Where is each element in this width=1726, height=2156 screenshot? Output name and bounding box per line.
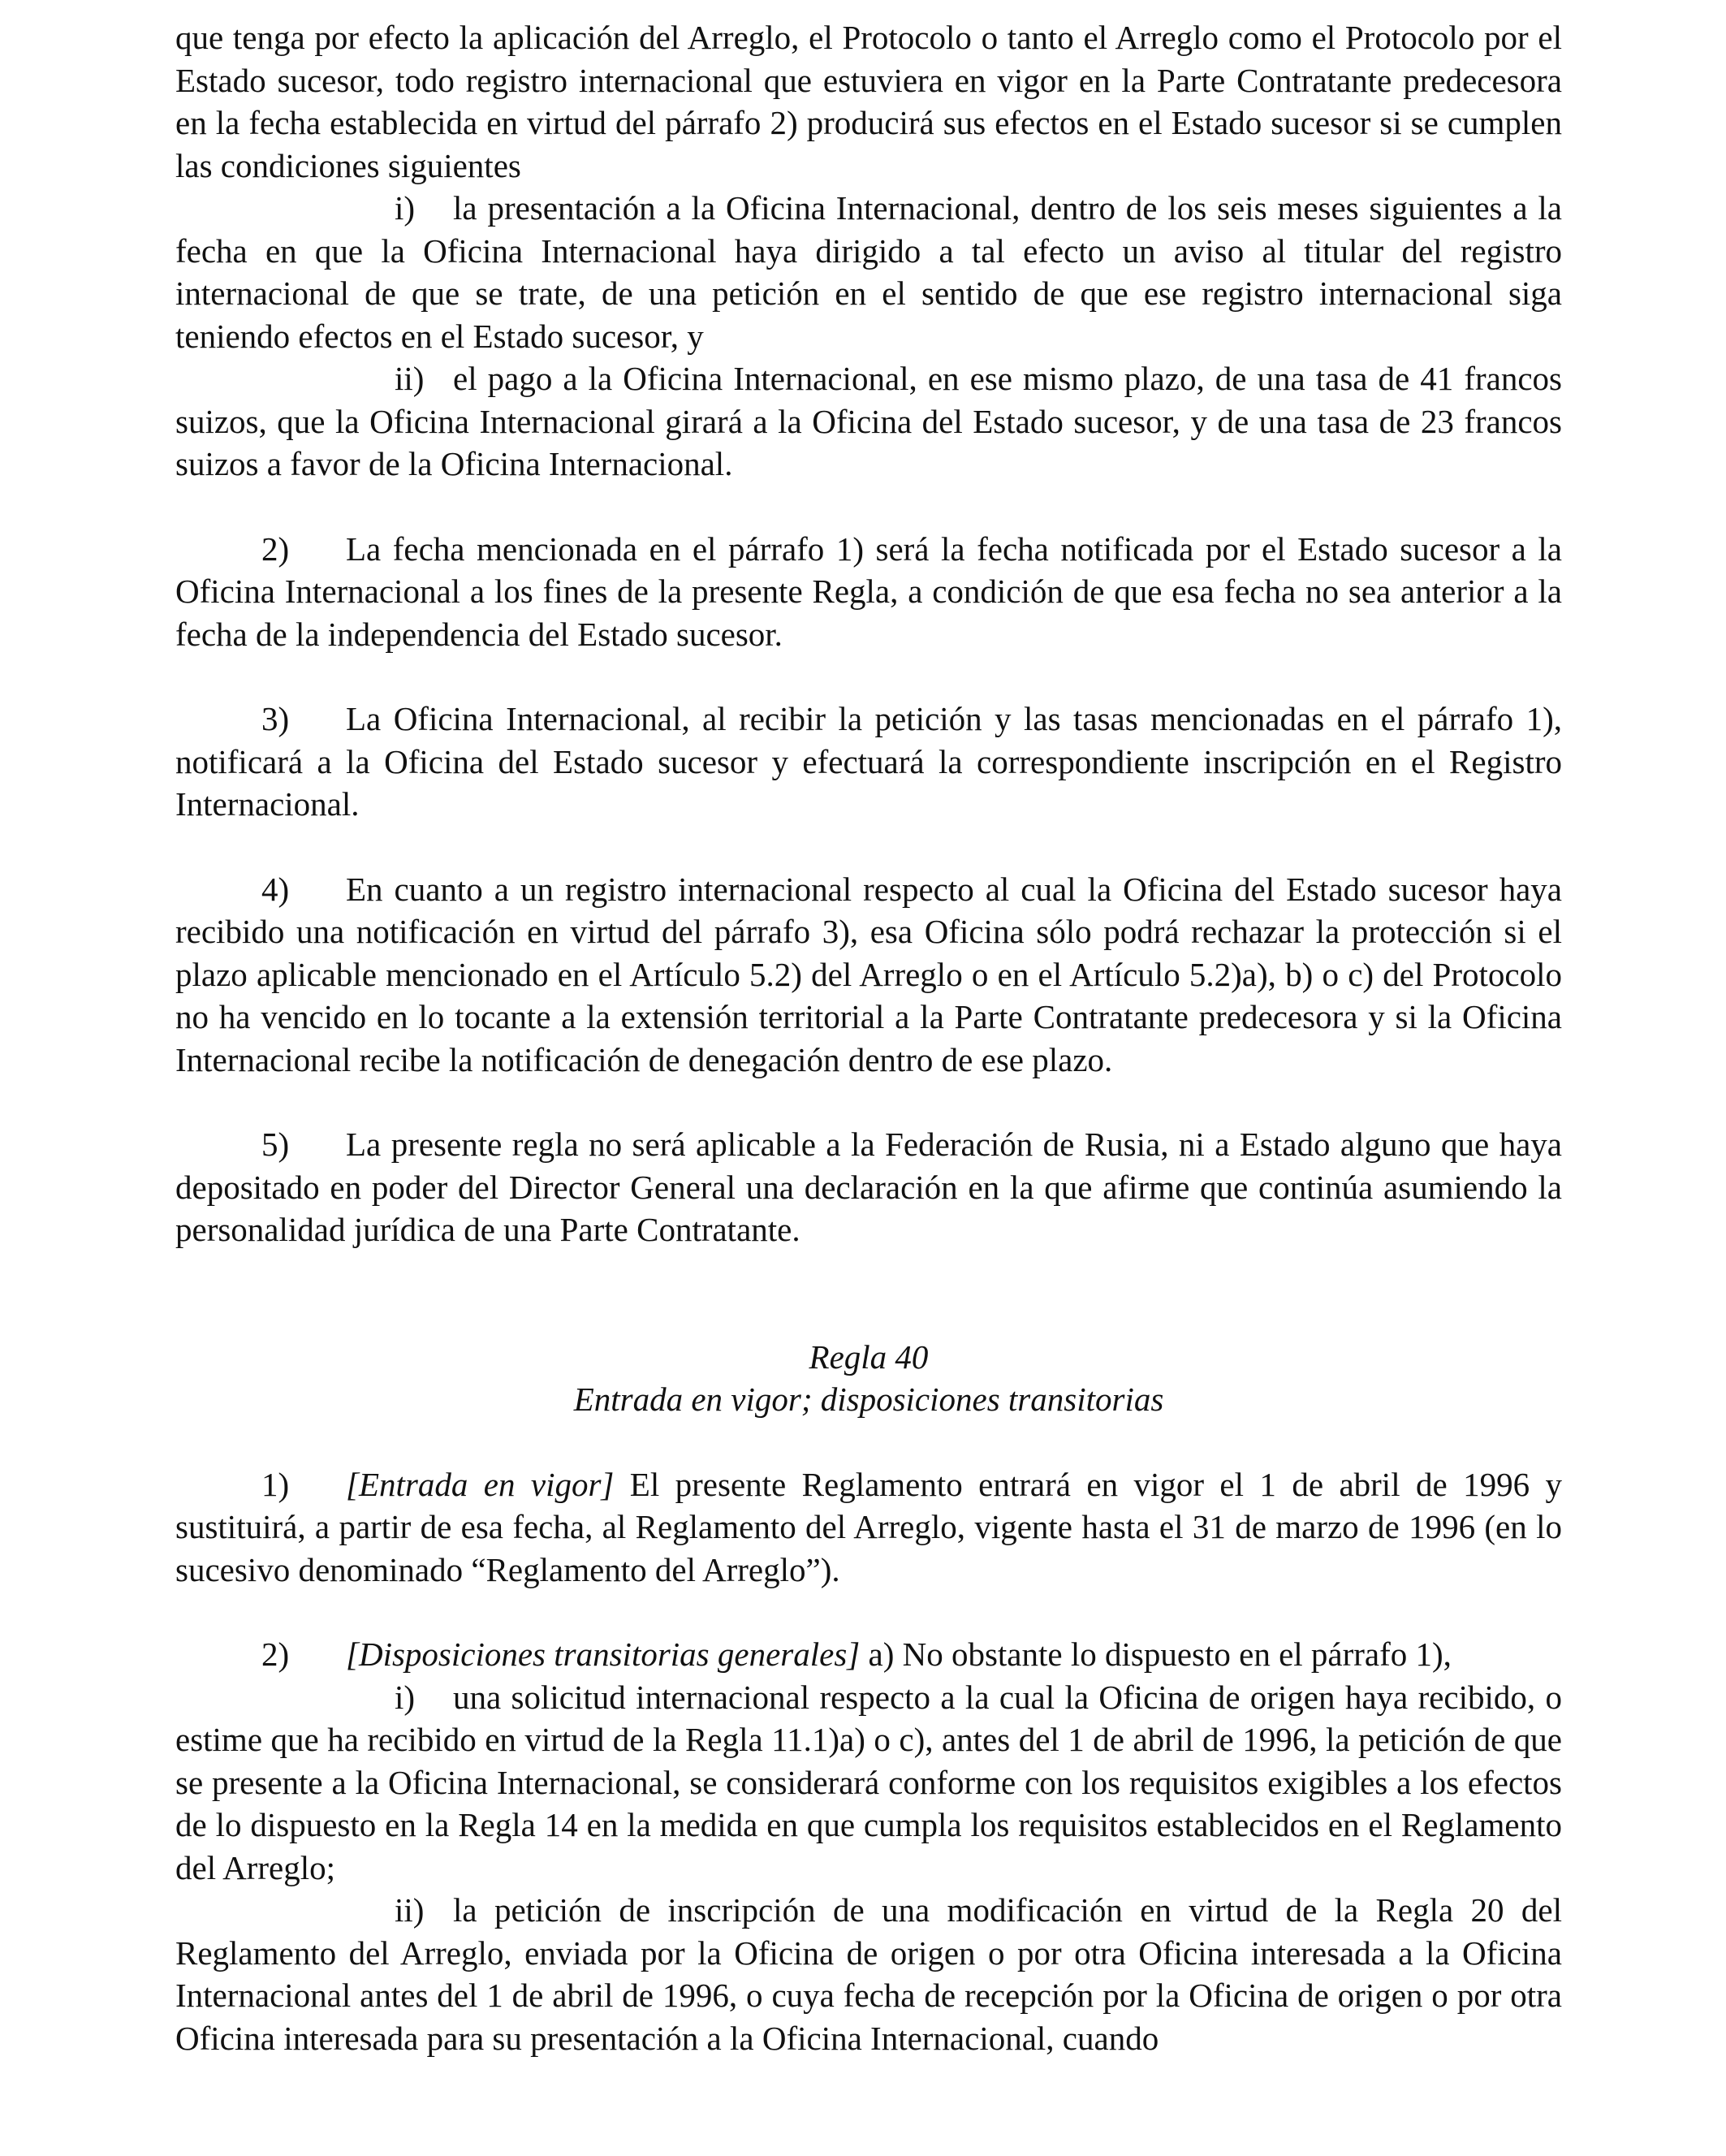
paragraph-number: 4) — [261, 870, 290, 908]
paragraph-text: En cuanto a un registro internacional respecto al cual la Oficina del Estado sucesor haya recibido una notificación en virtud del párrafo 3), esa Oficina sólo podrá rechazar la protección si el plazo aplicable mencionado en el Artículo 5.2) del Arreglo o en el Artículo 5.2)a), b) o c) del Protocolo no ha vencido en lo tocante a la extensión territorial a la Parte Contratante predecesora y si la Oficina Internacional recibe la notificación de denegación dentro de ese plazo. — [175, 870, 1562, 1078]
paragraph-text: a) No obstante lo dispuesto en el párrafo 1), — [868, 1635, 1452, 1673]
item-label: i) — [395, 1678, 416, 1716]
document-page — [175, 16, 1562, 2059]
paragraph-text: El presente Reglamento entrará en vigor el 1 de abril de 1996 y sustituirá, a partir de esa fecha, al Reglamento del Arreglo, vigente hasta el 31 de marzo de 1996 (en lo sucesivo denominado “Reglamento del Arreglo”). — [175, 1465, 1563, 1588]
rule39-item-ii — [175, 357, 1562, 486]
paragraph-text: La fecha mencionada en el párrafo 1) será la fecha notificada por el Estado sucesor a la Oficina Internacional a los fines de la presente Regla, a condición de que esa fecha no sea anterior a la fecha de la independencia del Estado sucesor. — [175, 529, 1562, 653]
paragraph-heading: [Entrada en vigor] — [346, 1465, 615, 1503]
paragraph-heading: [Disposiciones transitorias generales] — [346, 1635, 861, 1673]
paragraph-number: 2) — [261, 529, 290, 568]
spacer — [175, 1591, 1562, 1633]
spacer — [175, 1251, 1562, 1336]
rule-40-subtitle: Entrada en vigor; disposiciones transitorias — [573, 1380, 1164, 1418]
item-label: ii) — [395, 360, 425, 397]
spacer — [175, 826, 1562, 868]
item-text: la petición de inscripción de una modificación en virtud de la Regla 20 del Reglamento del Arreglo, enviada por la Oficina de origen o por otra Oficina interesada a la Oficina Internacional antes del 1 de abril de 1996, o cuya fecha de recepción por la Oficina de origen o por otra Oficina interesada para su presentación a la Oficina Internacional, cuando — [175, 1891, 1562, 2057]
paragraph-text: La Oficina Internacional, al recibir la petición y las tasas mencionadas en el párrafo 1), notificará a la Oficina del Estado sucesor y efectuará la correspondiente inscripción en el Registro Internacional. — [175, 700, 1562, 823]
rule39-paragraph-5 — [175, 1123, 1562, 1251]
rule40-item-ii — [175, 1889, 1562, 2059]
spacer — [175, 486, 1562, 528]
paragraph-number: 2) — [261, 1635, 290, 1673]
item-label: i) — [395, 189, 416, 227]
item-text: el pago a la Oficina Internacional, en ese mismo plazo, de una tasa de 41 francos suizos, que la Oficina Internacional girará a la Oficina del Estado sucesor, y de una tasa de 23 francos suizos a favor de la Oficina Internacional. — [175, 360, 1562, 482]
rule39-paragraph-2 — [175, 528, 1562, 656]
rule40-item-i — [175, 1676, 1562, 1890]
paragraph-text: La presente regla no será aplicable a la Federación de Rusia, ni a Estado alguno que haya depositado en poder del Director General una declaración en la que afirme que continúa asumiendo la personalidad jurídica de una Parte Contratante. — [175, 1126, 1562, 1248]
paragraph-number: 1) — [261, 1465, 290, 1503]
paragraph-number: 3) — [261, 700, 290, 737]
spacer — [175, 1081, 1562, 1123]
rule40-paragraph-1 — [175, 1463, 1562, 1592]
rule39-paragraph-4 — [175, 868, 1562, 1082]
item-label: ii) — [395, 1891, 425, 1929]
rule39-item-i — [175, 187, 1562, 357]
item-text: la presentación a la Oficina Internacional, dentro de los seis meses siguientes a la fecha en que la Oficina Internacional haya dirigido a tal efecto un aviso al titular del registro internacional de que se trate, de una petición en el sentido de que ese registro internacional siga teniendo efectos en el Estado sucesor, y — [175, 189, 1562, 355]
paragraph-number: 5) — [261, 1126, 290, 1163]
spacer — [175, 1421, 1562, 1463]
rule39-paragraph-3 — [175, 698, 1562, 826]
intro-paragraph: que tenga por efecto la aplicación del Arreglo, el Protocolo o tanto el Arreglo como el Protocolo por el Estado sucesor, todo registro internacional que estuviera en vigor en la Parte Contratante predecesora en la fecha establecida en virtud del párrafo 2) producirá sus efectos en el Estado sucesor si se cumplen las condiciones siguientes — [175, 19, 1562, 184]
rule-40-title: Regla 40 — [809, 1337, 929, 1376]
rule40-paragraph-2 — [175, 1633, 1562, 1676]
item-text: una solicitud internacional respecto a la cual la Oficina de origen haya recibido, o estime que ha recibido en virtud de la Regla 11.1)a) o c), antes del 1 de abril de 1996, la petición de que se presente a la Oficina Internacional, se considerará conforme con los requisitos exigibles a los efectos de lo dispuesto en la Regla 14 en la medida en que cumpla los requisitos establecidos en el Reglamento del Arreglo; — [175, 1678, 1562, 1886]
spacer — [175, 655, 1562, 698]
